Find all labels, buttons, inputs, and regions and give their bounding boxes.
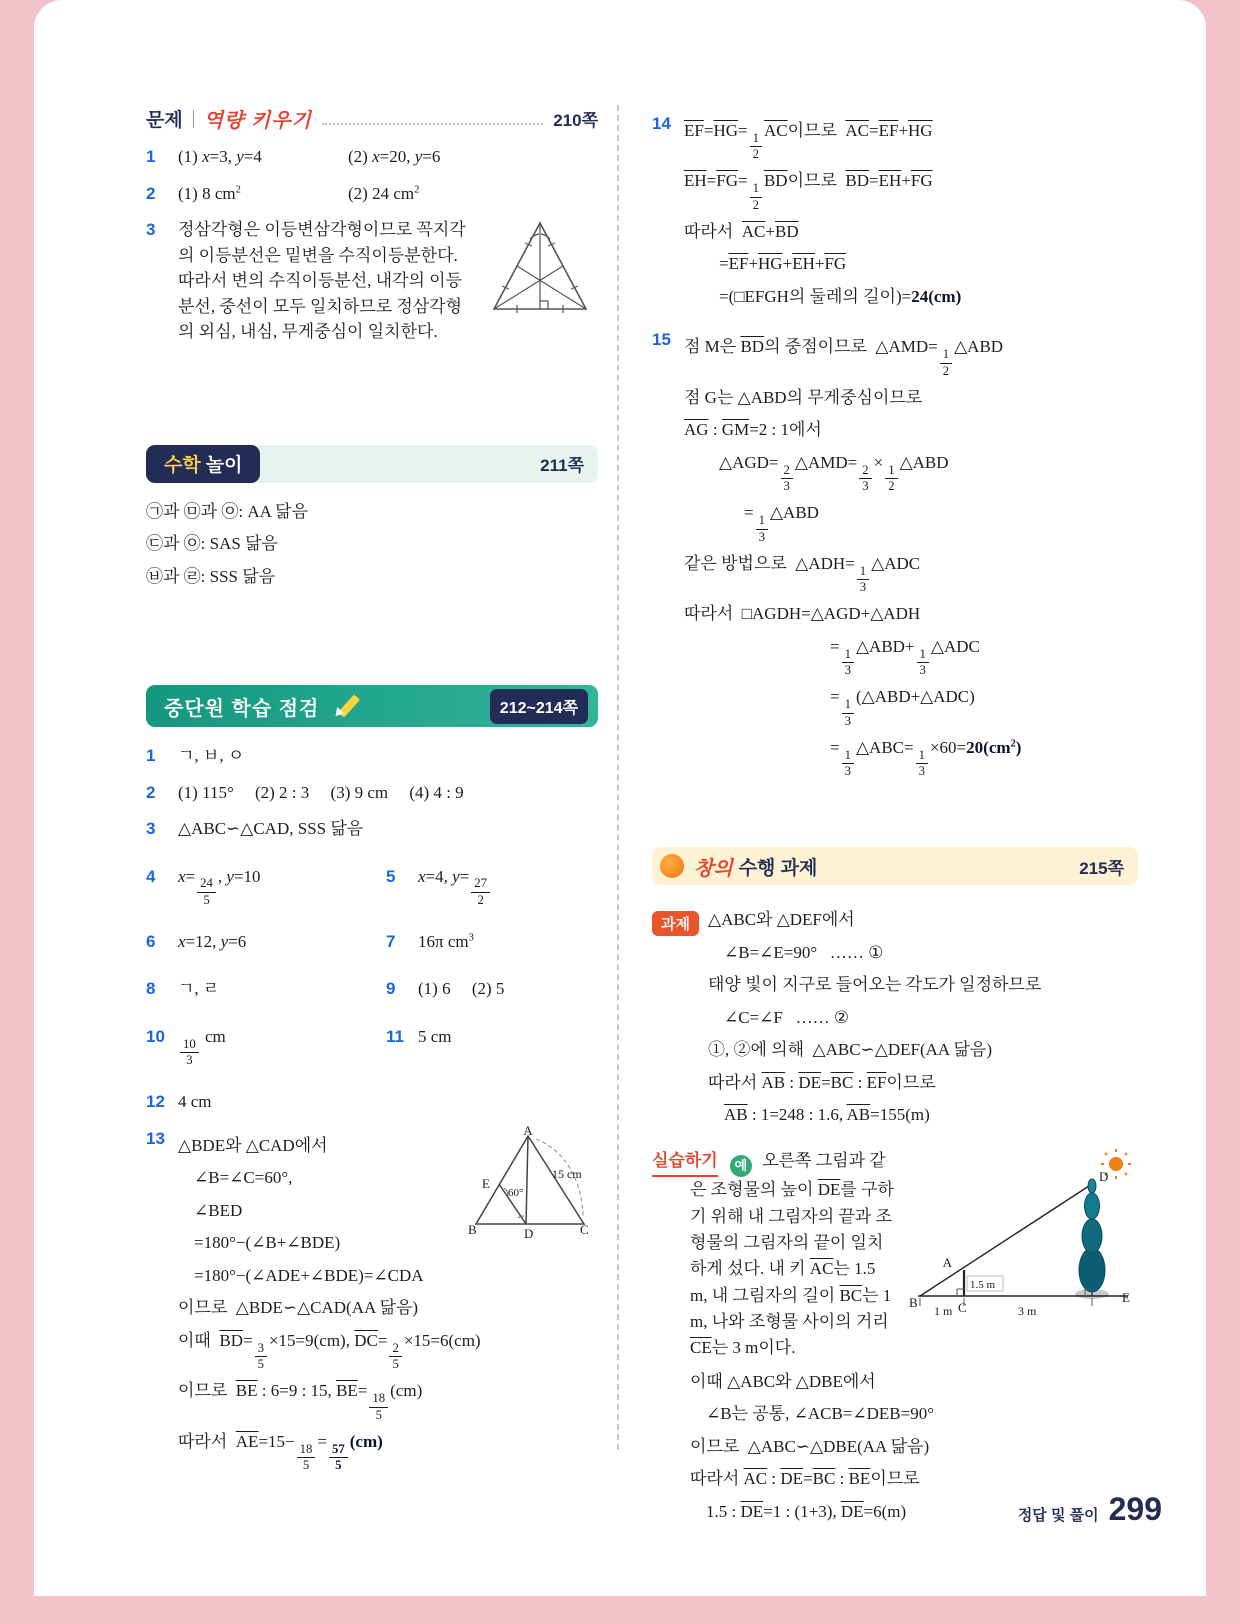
answer-item — [146, 780, 598, 806]
answer-text — [178, 181, 598, 207]
solution-line: =(□EFGH의 둘레의 길이)=24(cm) — [719, 286, 962, 306]
section-title: 창의 — [694, 857, 733, 880]
answer-item — [386, 929, 598, 955]
item-number: 1 — [146, 147, 156, 166]
answer-item — [146, 1122, 598, 1479]
section-header-competency — [146, 104, 598, 133]
solution-line: =180°−(∠ADE+∠BDE)=∠CDA — [194, 1265, 424, 1285]
item-number: 14 — [652, 114, 671, 133]
book-page — [34, 0, 1206, 1596]
answer-item — [146, 1089, 598, 1115]
practice-badge: 실습하기 — [652, 1148, 718, 1177]
solution-line: $\overline{AB}$ : 1=248 : 1.6, $\overline{AB}=155(m)$ — [724, 1105, 930, 1125]
section-bar-math-play — [146, 445, 598, 483]
solution-line: = $\frac{1}{3}$ △ABD+ $\frac{1}{3}$ △ADC — [830, 636, 980, 678]
item-number: 2 — [146, 782, 156, 802]
badge-word: 수학 — [164, 455, 201, 476]
vertex-label: B — [909, 1294, 918, 1310]
vertex-label: E — [482, 1175, 490, 1191]
vertex-label: C — [958, 1299, 967, 1315]
item-number: 11 — [386, 1026, 404, 1046]
answer-text — [178, 1122, 598, 1479]
answer-part: (2) x=20, y=6 — [348, 147, 441, 166]
answer-text: x= $\frac{24}{5}$ , y=10 — [178, 866, 261, 907]
item-number: 7 — [386, 931, 396, 951]
item-number: 3 — [146, 220, 156, 239]
solution-line: $\overline{AG}$ : $\overline{GM}=2$ : 1에서 — [684, 420, 822, 440]
solution-line: $=\overline{EF}+\overline{HG}+\overline{EH}+\overline{FG}$ — [719, 254, 847, 274]
section-bar-checkup — [146, 685, 598, 727]
practice-block — [652, 1148, 1138, 1524]
solution-line: 태양 빛이 지구로 들어오는 각도가 일정하므로 — [708, 975, 1042, 995]
practice-text: 오른쪽 그림과 같은 조형물의 높이 $\overline{DE}$를 구하기 위해 내 그림자의 끝과 조형물의 그림자의 끝이 일치하게 섰다. 내 키 $\overline{AC}$는 1.5 m, 내 그림자의 길이 $\overline{BC}$는 1 m, 나와 조형물 사이의 거리 $\overline{CE}$는 3 m이다. — [690, 1150, 894, 1358]
page-ref: 215쪽 — [1079, 858, 1124, 878]
page-ref: 210쪽 — [553, 111, 598, 130]
answer-item — [146, 1024, 386, 1067]
answer-item — [652, 327, 1138, 785]
right-column — [652, 100, 1138, 1531]
vertex-label: C — [580, 1221, 589, 1237]
footer-label: 정답 및 풀이 — [1017, 1507, 1099, 1524]
practice-paragraph — [652, 1148, 1138, 1362]
equilateral-triangle-figure — [486, 217, 598, 319]
solution-line: △BDE와 △CAD에서 — [178, 1135, 328, 1155]
footer-page-number: 299 — [1108, 1491, 1162, 1527]
answer-item — [146, 976, 386, 1002]
solution-line: 점 G는 △ABD의 무게중심이므로 — [684, 387, 923, 407]
answer-row-pair — [146, 965, 598, 1013]
solution-line: $\overline{EF}=\overline{HG}=$ $\frac{1}{2}$ $\overline{AC}$이므로 $\overline{AC}=\overline{EF}+\overline{HG}$ — [684, 121, 933, 162]
answer-text: (1) 6 (2) 5 — [418, 979, 505, 999]
solution-line: ∠B=∠C=60°, — [194, 1168, 293, 1188]
solution-text: 정삼각형은 이등변삼각형이므로 꼭지각의 이등분선은 밑변을 수직이등분한다. 따라서 변의 수직이등분선, 내각의 이등분선, 중선이 모두 일치하므로 정삼각형의 외심, 내심, 무게중심이 일치한다. — [178, 220, 466, 341]
triangle-similarity-figure — [466, 1122, 598, 1241]
answer-text: $\frac{10}{3}$ cm — [178, 1024, 386, 1067]
item-number: 6 — [146, 931, 156, 951]
solution-line: △ABC와 △DEF에서 — [708, 910, 855, 930]
angle-label: 60° — [508, 1186, 524, 1199]
solution-line: = $\frac{1}{3}$ △ABC= $\frac{1}{3}$ $\times 60=20(cm^2)$ — [830, 737, 1022, 778]
vertex-label: E — [1122, 1289, 1130, 1305]
solution-line: ∠B=∠E=90° …… ① — [724, 942, 884, 962]
answer-item — [386, 864, 598, 907]
solution-line: 점 M은 $\overline{BD}$의 중점이므로 △AMD= $\frac{1}{2}$ △ABD — [684, 337, 1004, 378]
page-footer — [1018, 1491, 1162, 1528]
badge-word: 놀이 — [205, 455, 243, 476]
solution-line: = $\frac{1}{3}$ (△ABD+△ADC) — [830, 687, 975, 728]
solution-line: ∠C=∠F …… ② — [724, 1007, 850, 1027]
answer-row-pair — [146, 853, 598, 918]
item-number: 12 — [146, 1092, 165, 1112]
solution-line: = $\frac{1}{3}$ △ABD — [744, 503, 819, 544]
item-number: 3 — [146, 819, 156, 838]
answer-item — [386, 976, 598, 1002]
left-column — [146, 104, 598, 1490]
column-divider — [617, 105, 619, 1450]
item-number: 15 — [652, 330, 671, 350]
task-body — [708, 907, 1138, 1128]
solution-line: 따라서 $\overline{AC}+\overline{BD}$ — [684, 221, 799, 241]
solution-line: =180°−(∠B+∠BDE) — [194, 1233, 341, 1253]
solution-line: ∠BED — [194, 1200, 243, 1220]
item-number: 13 — [146, 1128, 165, 1148]
answer-text: 16π $cm^3$ — [418, 931, 474, 951]
shadow-similarity-figure — [906, 1148, 1138, 1320]
answer-item — [146, 816, 598, 842]
math-play-badge — [146, 445, 260, 483]
answer-text: ㄱ, ㅂ, ㅇ — [178, 746, 245, 765]
section-title: 역량 키우기 — [203, 110, 312, 132]
solution-line: 같은 방법으로 △ADH= $\frac{1}{3}$ △ADC — [684, 553, 921, 595]
solution-line: 이때 △ABC와 △DBE에서 — [690, 1371, 876, 1391]
dotted-leader — [322, 112, 543, 125]
item-number: 1 — [146, 746, 156, 765]
solution-line: 이므로 △ABC∽△DBE(AA 닮음) — [690, 1436, 930, 1456]
answer-item — [146, 217, 598, 345]
item-number: 10 — [146, 1026, 165, 1046]
answer-text: x=4, y= $\frac{27}{2}$ — [418, 864, 598, 907]
answer-text: x=12, y=6 — [178, 931, 247, 951]
item-number: 2 — [146, 183, 156, 203]
answer-row-pair — [146, 1013, 598, 1078]
vertex-label: A — [523, 1122, 533, 1138]
vertex-label: A — [942, 1254, 952, 1270]
page-ref: 212~214쪽 — [490, 689, 588, 724]
solution-line: 이때 $\overline{BD}=$ $\frac{3}{5}$ ×15=9(cm), $\overline{DC}=$ $\frac{2}{5}$ ×15=6(cm) — [178, 1330, 481, 1372]
task-badge: 과제 — [652, 911, 699, 936]
solution-line: 따라서 $\overline{AB}$ : $\overline{DE}=\overline{BC}$ : $\overline{EF}$이므로 — [708, 1072, 936, 1092]
section-title: 중단원 학습 점검 — [164, 697, 320, 720]
solution-line: $\overline{EH}=\overline{FG}=$ $\frac{1}{2}$ $\overline{BD}$이므로 $\overline{BD}=\overline{EH}+\overline{FG}$ — [684, 171, 933, 212]
answer-item — [146, 144, 598, 170]
pencil-icon — [329, 691, 363, 721]
answer-item — [386, 1024, 598, 1067]
answer-item — [146, 929, 386, 955]
length-label: 1 m — [934, 1303, 953, 1318]
solution-line: ㉥과 ㉣: SSS 닮음 — [146, 566, 276, 586]
solution-line: 이므로 $\overline{BE}$ : 6=9 : 15, $\overline{BE}=$ $\frac{18}{5}$ (cm) — [178, 1381, 423, 1422]
length-label: 3 m — [1018, 1303, 1037, 1318]
solution-line: 이므로 △BDE∽△CAD(AA 닮음) — [178, 1298, 419, 1318]
practice-body — [652, 1148, 1138, 1524]
solution-line: 따라서 $\overline{AE}=15-$ $\frac{18}{5}$ = $\frac{57}{5}$ (cm) — [178, 1431, 383, 1473]
item-number: 8 — [146, 979, 156, 999]
length-label: 1.5 m — [970, 1278, 996, 1291]
vertex-label: B — [468, 1221, 477, 1237]
section-bar-creative-task — [652, 847, 1138, 885]
answer-part: (1) 8 $cm^2$ — [178, 183, 241, 203]
answer-text — [684, 111, 1138, 316]
example-marker: 예 — [730, 1155, 752, 1177]
item-number: 5 — [386, 866, 396, 886]
separator — [193, 110, 194, 128]
sun-icon — [660, 854, 684, 878]
solution-line: 1.5 : $\overline{DE}=1$ : (1+3), $\overline{DE}=6(m)$ — [706, 1501, 907, 1521]
answer-text: (1) 115° (2) 2 : 3 (3) 9 cm (4) 4 : 9 — [178, 782, 464, 802]
section-title: 수행 과제 — [738, 857, 818, 879]
answer-item — [146, 864, 386, 907]
answer-text — [178, 217, 598, 345]
answer-row-pair — [146, 918, 598, 966]
vertex-label: D — [1099, 1168, 1109, 1184]
item-number: 4 — [146, 866, 156, 886]
section-prefix: 문제 — [146, 110, 183, 131]
sun-icon — [1109, 1157, 1123, 1171]
solution-line: ㉢과 ㉧: SAS 닮음 — [146, 534, 278, 553]
solution-line: ∠B는 공통, ∠ACB=∠DEB=90° — [706, 1404, 935, 1424]
answer-text: △ABC∽△CAD, SSS 닮음 — [178, 819, 364, 838]
solution-line: ①, ②에 의해 △ABC∽△DEF(AA 닮음) — [708, 1040, 993, 1060]
answer-text — [684, 327, 1138, 785]
task-block — [652, 907, 1138, 1128]
solution-line: △AGD= $\frac{2}{3}$ △AMD= $\frac{2}{3}$ × $\frac{1}{2}$ △ABD — [719, 452, 949, 494]
answer-item — [146, 181, 598, 207]
answer-part: (1) x=3, y=4 — [178, 147, 262, 166]
solution-line: 따라서 $\overline{AC}$ : $\overline{DE}=\overline{BC}$ : $\overline{BE}$이므로 — [690, 1469, 920, 1489]
length-label: 15 cm — [552, 1166, 582, 1181]
solution-line: ㉠과 ㉤과 ㉧: AA 닮음 — [146, 501, 309, 521]
answer-text: 5 cm — [418, 1026, 452, 1046]
answer-text: 4 cm — [178, 1092, 212, 1112]
vertex-label: D — [524, 1225, 534, 1241]
answer-text — [178, 144, 598, 170]
answer-text: ㄱ, ㄹ — [178, 979, 220, 999]
answer-item — [652, 111, 1138, 316]
answer-item — [146, 743, 598, 769]
solution-line: 따라서 □AGDH=△AGD+△ADH — [684, 604, 921, 624]
page-ref: 211쪽 — [540, 456, 584, 475]
item-number: 9 — [386, 979, 396, 999]
answer-part: (2) 24 $cm^2$ — [348, 183, 420, 203]
